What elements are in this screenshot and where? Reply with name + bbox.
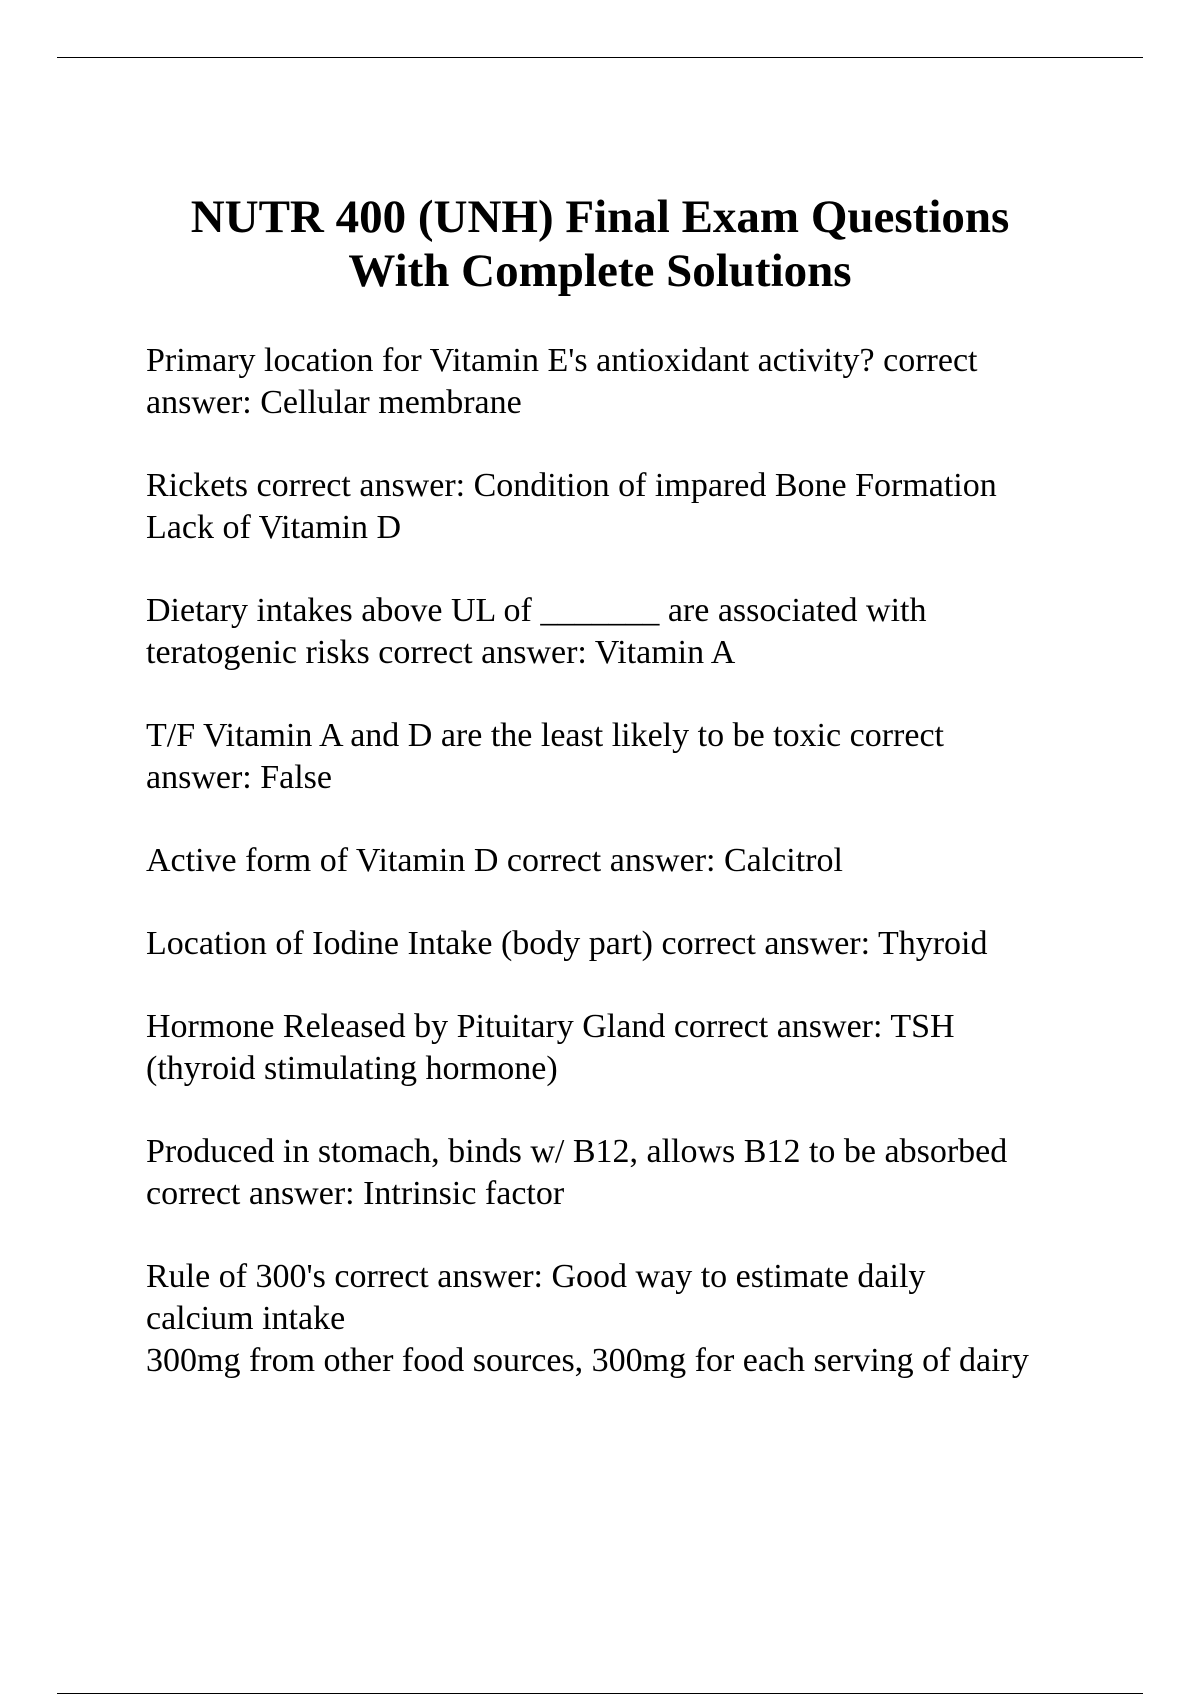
question-list bbox=[146, 340, 1146, 1423]
question-item bbox=[146, 923, 1146, 965]
question-text-line: answer: Cellular membrane bbox=[146, 384, 522, 421]
question-item bbox=[146, 1131, 1146, 1215]
question-text-line: calcium intake bbox=[146, 1300, 346, 1337]
question-text-line: Dietary intakes above UL of _______ are associated with bbox=[146, 592, 927, 629]
question-item bbox=[146, 590, 1146, 674]
document-title bbox=[0, 190, 1200, 298]
question-item bbox=[146, 715, 1146, 799]
question-text-line: correct answer: Intrinsic factor bbox=[146, 1175, 565, 1212]
question-text-line: Hormone Released by Pituitary Gland correct answer: TSH bbox=[146, 1008, 955, 1045]
question-text-line: Lack of Vitamin D bbox=[146, 509, 402, 546]
question-item bbox=[146, 465, 1146, 549]
question-text-line: answer: False bbox=[146, 759, 333, 796]
question-text-line: 300mg from other food sources, 300mg for each serving of dairy bbox=[146, 1342, 1029, 1379]
question-text-line: Produced in stomach, binds w/ B12, allows B12 to be absorbed bbox=[146, 1133, 1008, 1170]
bottom-rule bbox=[57, 1693, 1143, 1694]
question-text-line: Active form of Vitamin D correct answer: Calcitrol bbox=[146, 842, 843, 879]
question-item bbox=[146, 1006, 1146, 1090]
question-text-line: Primary location for Vitamin E's antioxidant activity? correct bbox=[146, 342, 978, 379]
question-text-line: Location of Iodine Intake (body part) correct answer: Thyroid bbox=[146, 925, 988, 962]
question-text-line: Rickets correct answer: Condition of impared Bone Formation bbox=[146, 467, 997, 504]
question-text-line: teratogenic risks correct answer: Vitamin A bbox=[146, 634, 736, 671]
top-rule bbox=[57, 57, 1143, 58]
question-text-line: (thyroid stimulating hormone) bbox=[146, 1050, 558, 1087]
question-item bbox=[146, 840, 1146, 882]
question-text-line: Rule of 300's correct answer: Good way to estimate daily bbox=[146, 1258, 926, 1295]
question-item bbox=[146, 1256, 1146, 1382]
question-item bbox=[146, 340, 1146, 424]
question-text-line: T/F Vitamin A and D are the least likely to be toxic correct bbox=[146, 717, 945, 754]
title-line-1: NUTR 400 (UNH) Final Exam Questions bbox=[190, 191, 1010, 243]
title-line-2: With Complete Solutions bbox=[348, 245, 852, 297]
